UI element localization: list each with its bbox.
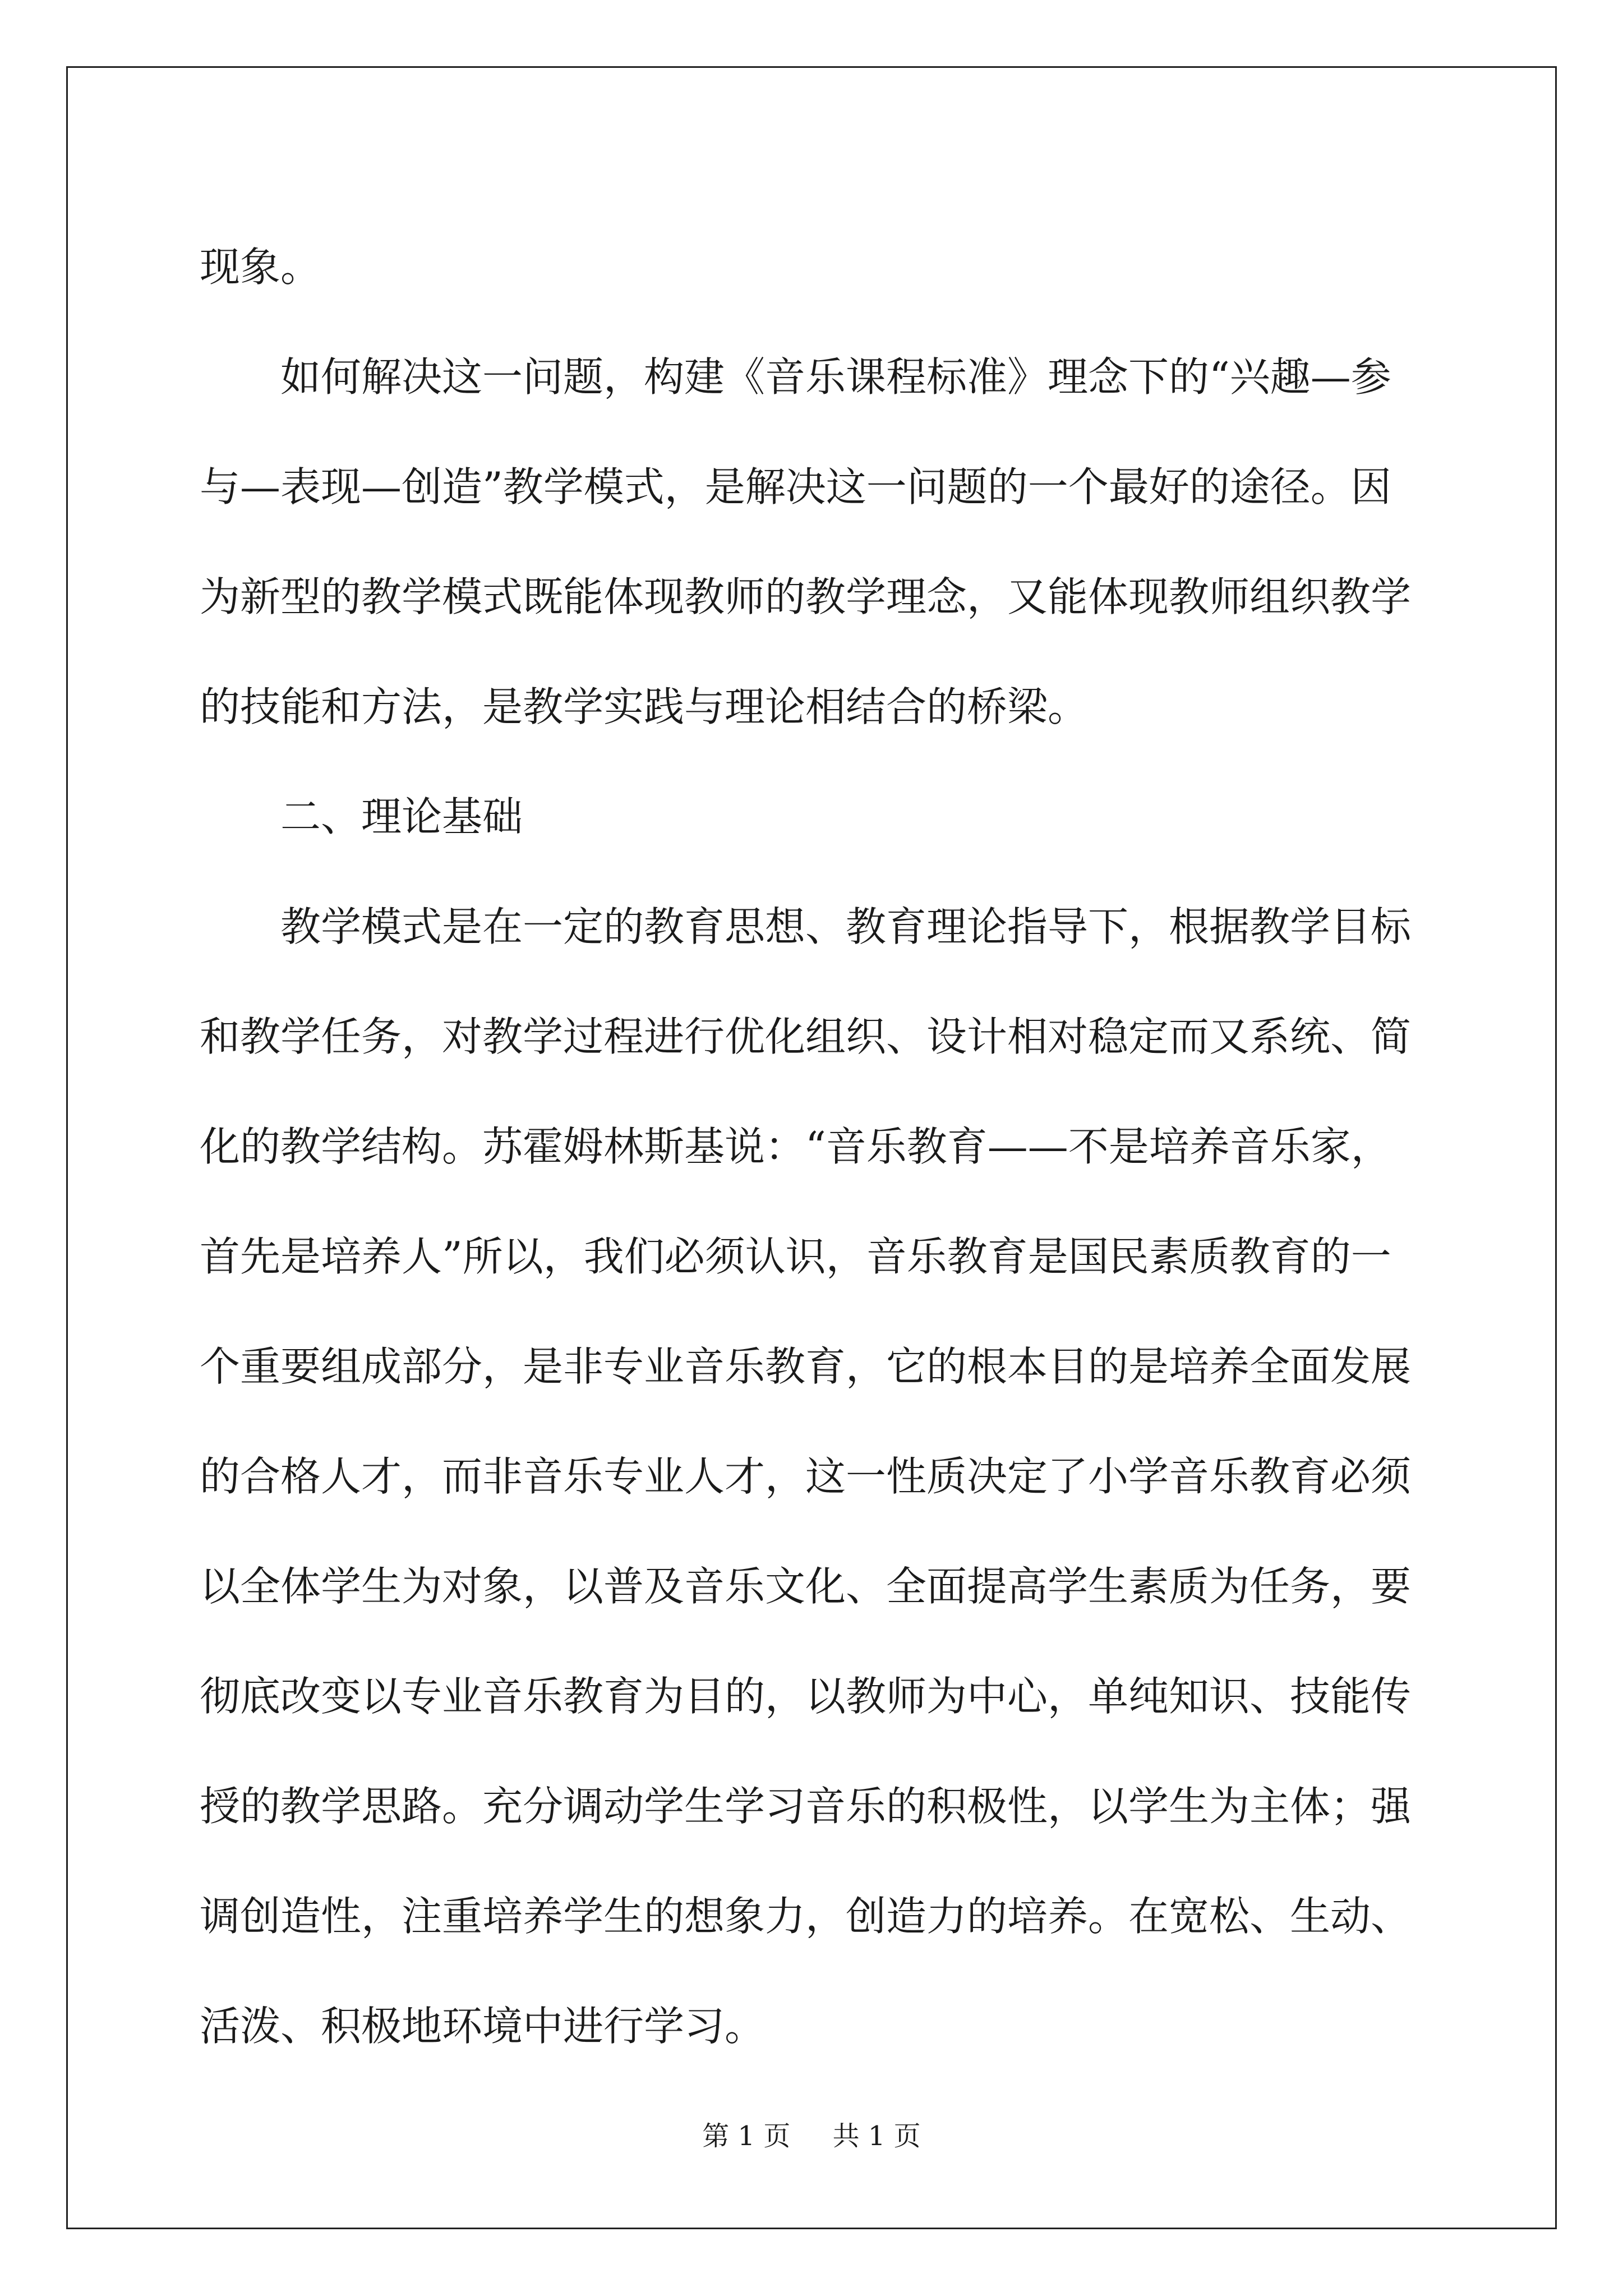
text-line: 授的教学思路。充分调动学生学习音乐的积极性，以学生为主体；强 <box>200 1783 1412 1830</box>
text-line: 以全体学生为对象，以普及音乐文化、全面提高学生素质为任务，要 <box>200 1563 1412 1610</box>
text-line: 化的教学结构。苏霍姆林斯基说：“音乐教育——不是培养音乐家， <box>200 1123 1391 1170</box>
text-line: 与—表现—创造”教学模式，是解决这一问题的一个最好的途径。因 <box>200 463 1391 510</box>
page-total: 共 1 页 <box>832 2120 921 2152</box>
document-body <box>200 212 1424 2081</box>
text-line: 为新型的教学模式既能体现教师的教学理念，又能体现教师组织教学 <box>200 573 1412 620</box>
text-line: 彻底改变以专业音乐教育为目的，以教师为中心，单纯知识、技能传 <box>200 1673 1412 1720</box>
text-line: 和教学任务，对教学过程进行优化组织、设计相对稳定而又系统、简 <box>200 1013 1412 1060</box>
text-line: 活泼、积极地环境中进行学习。 <box>200 2003 766 2050</box>
text-block <box>200 212 1424 2081</box>
text-line: 教学模式是在一定的教育思想、教育理论指导下，根据教学目标 <box>280 903 1412 950</box>
text-line: 首先是培养人”所以，我们必须认识，音乐教育是国民素质教育的一 <box>200 1233 1391 1280</box>
text-line: 个重要组成部分，是非专业音乐教育，它的根本目的是培养全面发展 <box>200 1343 1412 1390</box>
text-line: 如何解决这一问题，构建《音乐课程标准》理念下的“兴趣—参 <box>280 353 1391 401</box>
text-line: 的合格人才，而非音乐专业人才，这一性质决定了小学音乐教育必须 <box>200 1453 1412 1500</box>
text-line: 的技能和方法，是教学实践与理论相结合的桥梁。 <box>200 683 1089 730</box>
text-line: 现象。 <box>200 243 321 291</box>
text-line: 调创造性，注重培养学生的想象力，创造力的培养。在宽松、生动、 <box>200 1893 1412 1940</box>
section-heading: 二、理论基础 <box>280 793 523 840</box>
page-footer <box>0 2119 1623 2153</box>
page-number: 第 1 页 <box>702 2120 791 2152</box>
